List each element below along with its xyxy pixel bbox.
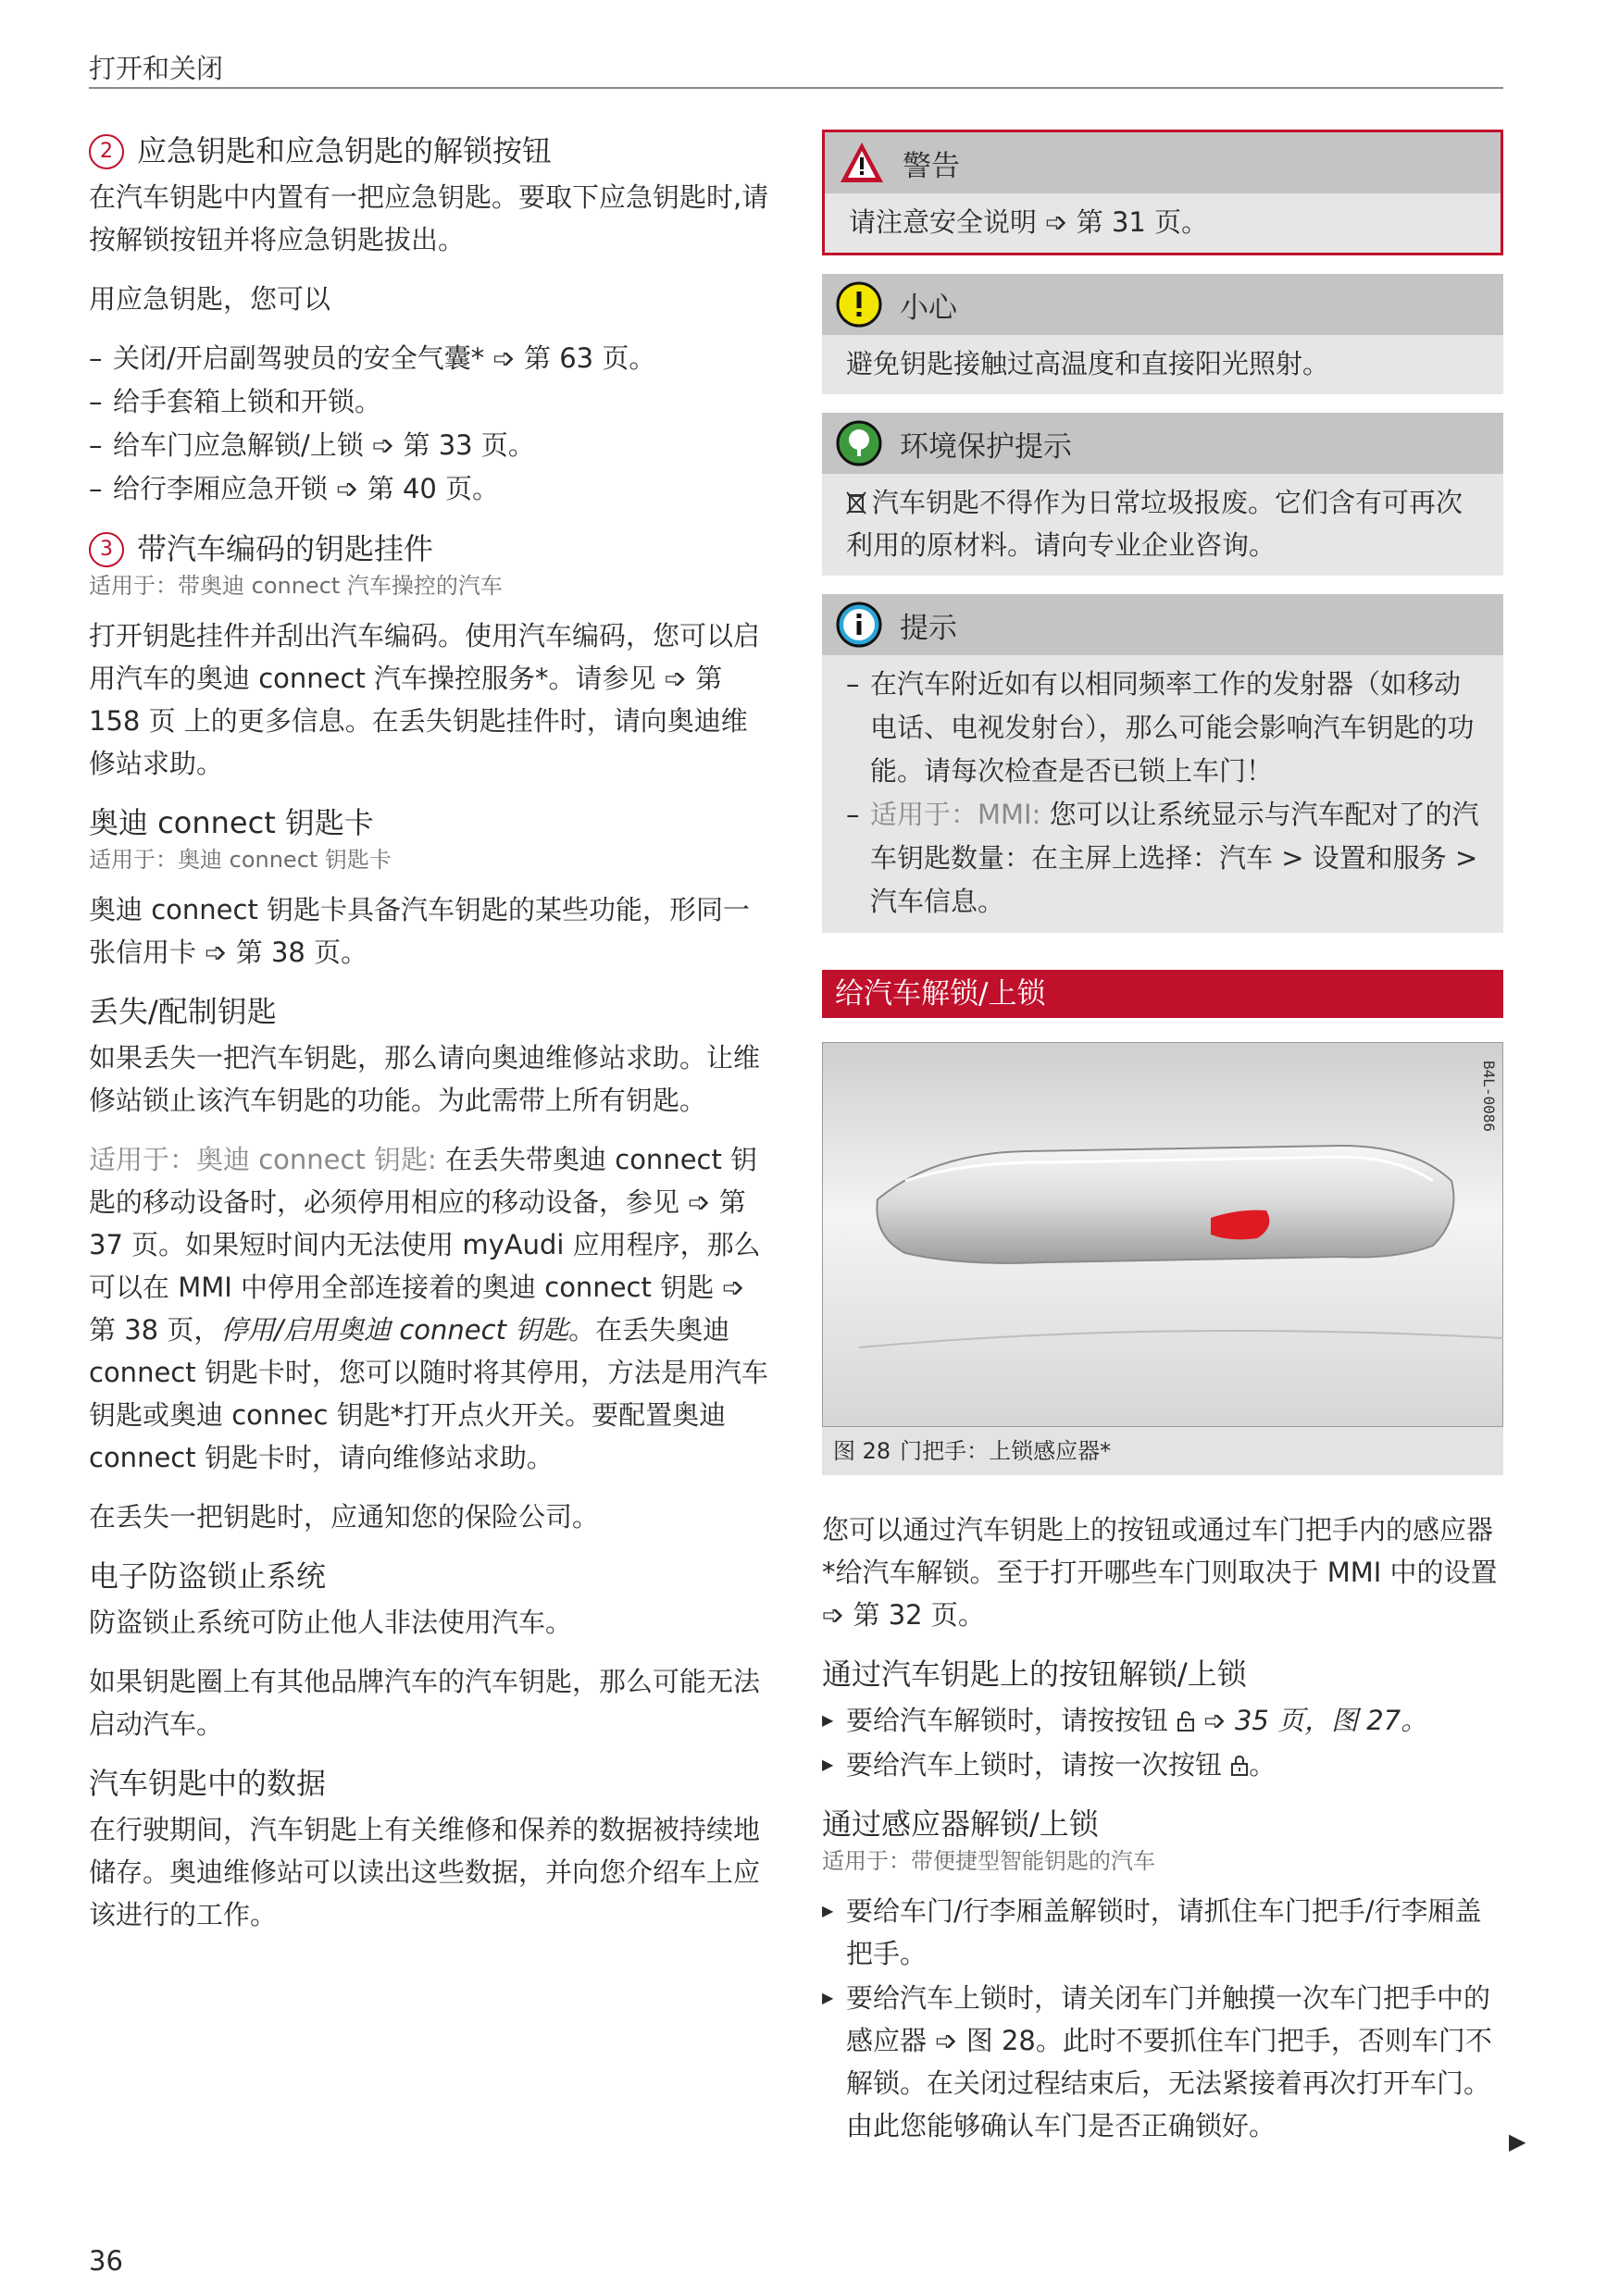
list-item: – 关闭/开启副驾驶员的安全气囊* ➩ 第 63 页。 xyxy=(89,337,774,380)
paragraph: 奥迪 connect 钥匙卡具备汽车钥匙的某些功能，形同一张信用卡 ➩ 第 38 页。 xyxy=(89,894,751,968)
paragraph: 防盗锁止系统可防止他人非法使用汽车。 xyxy=(89,1607,573,1638)
left-column xyxy=(89,130,774,1953)
paragraph: 在行驶期间，汽车钥匙上有关维修和保养的数据被持续地储存。奥迪维修站可以读出这些数据，并向您介绍车上应该进行的工作。 xyxy=(89,1814,761,1930)
caution-title: 小心 xyxy=(900,291,957,325)
list-item: ▶ 要给汽车上锁时，请关闭车门并触摸一次车门把手中的感应器 ➩ 图 28。此时不要抓住车门把手，否则车门不解锁。在关闭过程结束后，无法紧接着再次打开车门。由此您能够确认车门是否正确锁好。 xyxy=(822,1977,1503,2147)
instruction-list xyxy=(822,1699,1503,1786)
caution-box xyxy=(822,274,1503,394)
paragraph: 打开钥匙挂件并刮出汽车编码。使用汽车编码，您可以启用汽车的奥迪 connect 汽车操控服务*。请参见 ➩ 第 158 页 上的更多信息。在丢失钥匙挂件时，请向奥迪维修站求助。 xyxy=(89,620,761,779)
page-number: 36 xyxy=(89,2245,123,2277)
warning-triangle-icon xyxy=(838,139,886,187)
list-item: ▶ 要给车门/行李厢盖解锁时，请抓住车门把手/行李厢盖把手。 xyxy=(822,1890,1503,1975)
note-list xyxy=(846,663,1481,924)
instruction-list xyxy=(822,1890,1503,2147)
figure-caption: 图 28 门把手：上锁感应器* xyxy=(822,1427,1503,1475)
section-header-bar: 给汽车解锁/上锁 xyxy=(822,970,1503,1018)
running-header: 打开和关闭 xyxy=(89,53,224,84)
section-title-buttons: 通过汽车钥匙上的按钮解锁/上锁 xyxy=(822,1657,1247,1692)
applies-to-note: 适用于：带奥迪 connect 汽车操控的汽车 xyxy=(89,573,503,599)
paragraph: 用应急钥匙，您可以 xyxy=(89,283,331,315)
section-title-key-data: 汽车钥匙中的数据 xyxy=(89,1766,327,1801)
list-item: – 给手套箱上锁和开锁。 xyxy=(89,380,774,424)
section-title-immobilizer: 电子防盗锁止系统 xyxy=(89,1558,327,1594)
warning-text: 请注意安全说明 ➩ 第 31 页。 xyxy=(849,206,1209,238)
paragraph: 在汽车钥匙中内置有一把应急钥匙。要取下应急钥匙时,请按解锁按钮并将应急钥匙拔出。 xyxy=(89,181,769,255)
paragraph: 您可以通过汽车钥匙上的按钮或通过车门把手内的感应器*给汽车解锁。至于打开哪些车门则取决于 MMI 中的设置 ➩ 第 32 页。 xyxy=(822,1514,1498,1631)
environment-box xyxy=(822,413,1503,576)
list-item: – 适用于：MMI: 您可以让系统显示与汽车配对了的汽车钥匙数量：在主屏上选择：汽车 > 设置和服务 > 汽车信息。 xyxy=(846,793,1481,924)
section-title-sensor: 通过感应器解锁/上锁 xyxy=(822,1806,1099,1842)
list-item: – 给行李厢应急开锁 ➩ 第 40 页。 xyxy=(89,467,774,511)
right-column xyxy=(822,130,1503,2164)
door-handle-image xyxy=(822,1042,1503,1427)
section-title-key-card: 奥迪 connect 钥匙卡 xyxy=(89,805,374,840)
no-trash-bin-icon xyxy=(846,490,866,515)
door-handle-figure xyxy=(822,1042,1503,1427)
list-item: ▶ 要给汽车上锁时，请按一次按钮 。 xyxy=(822,1744,1503,1786)
callout-number-2: 2 xyxy=(89,134,124,169)
applies-to-inline: 适用于：MMI: xyxy=(870,799,1041,830)
section-title-key-tag: 3 带汽车编码的钥匙挂件 xyxy=(89,527,774,570)
note-box xyxy=(822,594,1503,933)
figure-code: B4L-0086 xyxy=(1480,1061,1498,1133)
paragraph: 适用于：奥迪 connect 钥匙: 在丢失带奥迪 connect 钥匙的移动设备时，必须停用相应的移动设备，参见 ➩ 第 37 页。如果短时间内无法使用 myAudi 应用程序，那么可以在 MMI 中停用全部连接着的奥迪 connect 钥匙 ➩ 第 38 页，停用/启用奥迪 connect 钥匙。在丢失奥迪 connect 钥匙卡时，您可以随时将其停用，方法是用汽车钥匙或奥迪 connec 钥匙*打开点火开关。要配置奥迪 connect 钥匙卡时，请向维修站求助。 xyxy=(89,1144,768,1473)
caution-text: 避免钥匙接触过高温度和直接阳光照射。 xyxy=(846,348,1330,379)
applies-to-note: 适用于：带便捷型智能钥匙的汽车 xyxy=(822,1848,1155,1874)
unlock-button-icon xyxy=(1177,1710,1195,1732)
paragraph: 在丢失一把钥匙时，应通知您的保险公司。 xyxy=(89,1501,600,1533)
info-icon xyxy=(835,601,883,649)
caution-icon xyxy=(835,280,883,329)
bullet-list xyxy=(89,337,774,511)
paragraph: 如果钥匙圈上有其他品牌汽车的汽车钥匙，那么可能无法启动汽车。 xyxy=(89,1666,761,1740)
note-title: 提示 xyxy=(900,611,957,645)
lock-button-icon xyxy=(1230,1755,1249,1777)
list-item: – 在汽车附近如有以相同频率工作的发射器（如移动电话、电视发射台），那么可能会影响汽车钥匙的功能。请每次检查是否已锁上车门！ xyxy=(846,663,1481,793)
applies-to-inline: 适用于：奥迪 connect 钥匙: xyxy=(89,1144,437,1175)
environment-title: 环境保护提示 xyxy=(900,429,1072,464)
list-item: ▶ 要给汽车解锁时，请按按钮 ➩ 35 页，图 27。 xyxy=(822,1699,1503,1742)
callout-number-3: 3 xyxy=(89,532,124,567)
applies-to-note: 适用于：奥迪 connect 钥匙卡 xyxy=(89,847,392,873)
continue-triangle-icon: ▶ xyxy=(1509,2128,1526,2154)
section-title-emergency-key: 2 应急钥匙和应急钥匙的解锁按钮 xyxy=(89,130,774,172)
tree-icon xyxy=(835,419,883,467)
warning-title: 警告 xyxy=(903,149,960,183)
paragraph: 如果丢失一把汽车钥匙，那么请向奥迪维修站求助。让维修站锁止该汽车钥匙的功能。为此需带上所有钥匙。 xyxy=(89,1042,761,1116)
section-title-lost-key: 丢失/配制钥匙 xyxy=(89,994,277,1029)
environment-text: 汽车钥匙不得作为日常垃圾报废。它们含有可再次利用的原材料。请向专业企业咨询。 xyxy=(846,487,1463,561)
header-rule xyxy=(89,87,1503,89)
warning-box xyxy=(822,130,1503,255)
list-item: – 给车门应急解锁/上锁 ➩ 第 33 页。 xyxy=(89,424,774,467)
